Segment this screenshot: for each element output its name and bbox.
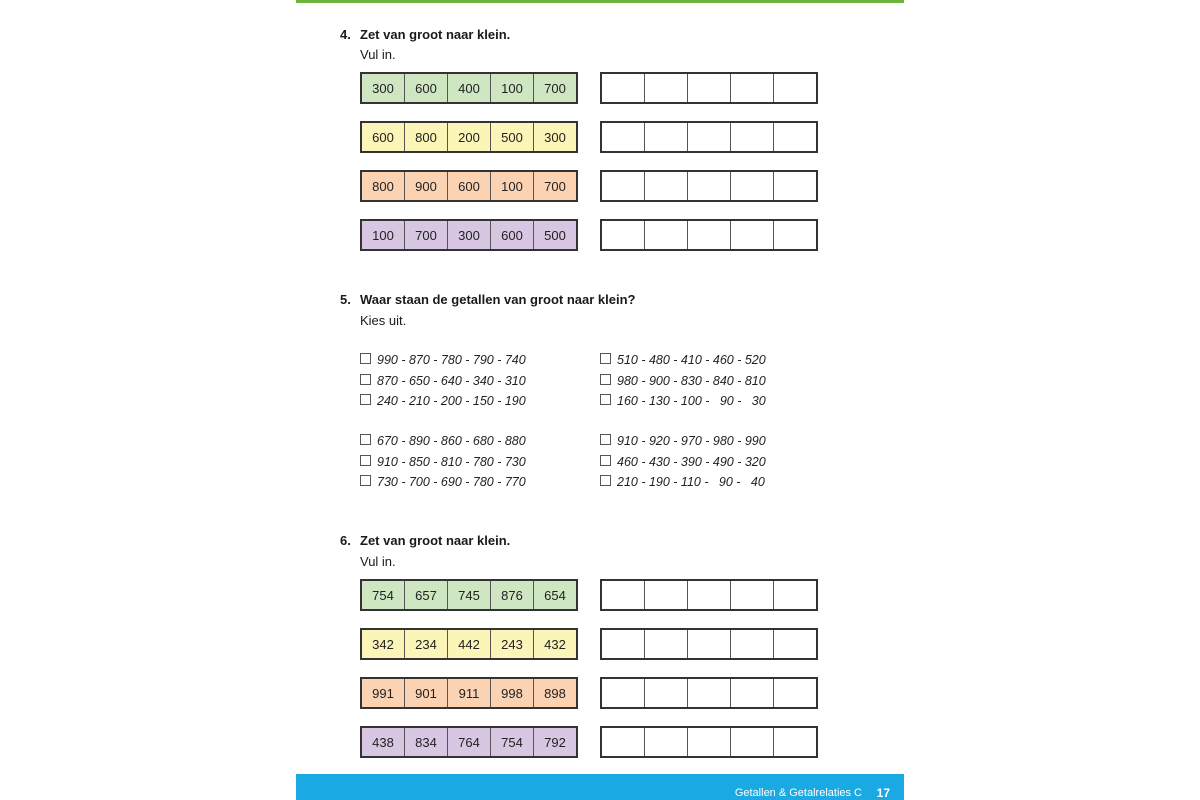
number-cell: 500 — [491, 123, 534, 151]
answer-cell[interactable] — [774, 630, 816, 658]
checkbox[interactable] — [360, 353, 371, 364]
answer-cell[interactable] — [645, 123, 688, 151]
number-cell: 654 — [544, 587, 566, 603]
choice-option[interactable] — [600, 352, 766, 368]
q5-title — [340, 292, 635, 307]
checkbox[interactable] — [360, 394, 371, 405]
answer-cell[interactable] — [774, 728, 816, 756]
number-cell: 600 — [362, 123, 405, 151]
answer-cell[interactable] — [774, 172, 816, 200]
q6-title — [340, 533, 510, 548]
answer-cell[interactable] — [731, 728, 774, 756]
answer-cell[interactable] — [688, 172, 731, 200]
number-cell: 442 — [448, 630, 491, 658]
answer-cell[interactable] — [774, 221, 816, 249]
answer-row[interactable] — [600, 579, 818, 611]
choice-option[interactable] — [600, 454, 766, 470]
q6-title-text: Zet van groot naar klein. — [360, 533, 511, 548]
q4-title-text: Zet van groot naar klein. — [360, 27, 511, 42]
q4-instruction: Vul in. — [360, 47, 396, 62]
choice-label: 240 - 210 - 200 - 150 - 190 — [377, 394, 526, 408]
number-cell: 998 — [491, 679, 534, 707]
number-cell: 911 — [448, 679, 491, 707]
number-cell: 700 — [544, 178, 566, 194]
q6-number: 6. — [340, 533, 351, 548]
choice-option[interactable] — [360, 454, 526, 470]
answer-cell[interactable] — [731, 630, 774, 658]
answer-cell[interactable] — [645, 630, 688, 658]
choice-label: 990 - 870 - 780 - 790 - 740 — [377, 353, 526, 367]
answer-cell[interactable] — [602, 728, 645, 756]
number-cell: 200 — [448, 123, 491, 151]
answer-cell[interactable] — [731, 172, 774, 200]
answer-cell[interactable] — [774, 74, 816, 102]
answer-cell[interactable] — [602, 630, 645, 658]
answer-row[interactable] — [600, 677, 818, 709]
checkbox[interactable] — [360, 434, 371, 445]
number-row — [360, 677, 578, 709]
number-cell: 901 — [405, 679, 448, 707]
answer-cell[interactable] — [645, 581, 688, 609]
choice-label: 910 - 850 - 810 - 780 - 730 — [377, 455, 526, 469]
choice-option[interactable] — [360, 373, 526, 389]
number-cell: 100 — [491, 172, 534, 200]
number-cell: 600 — [448, 172, 491, 200]
number-cell: 432 — [544, 636, 566, 652]
checkbox[interactable] — [360, 475, 371, 486]
choice-label: 670 - 890 - 860 - 680 - 880 — [377, 434, 526, 448]
page-number: 17 — [876, 786, 890, 800]
answer-row[interactable] — [600, 219, 818, 251]
choice-label: 870 - 650 - 640 - 340 - 310 — [377, 374, 526, 388]
number-cell: 754 — [362, 581, 405, 609]
q5-title-text: Waar staan de getallen van groot naar klein? — [360, 292, 636, 307]
answer-cell[interactable] — [688, 679, 731, 707]
worksheet-page — [296, 0, 904, 800]
number-cell: 100 — [491, 74, 534, 102]
choice-label: 910 - 920 - 970 - 980 - 990 — [617, 434, 766, 448]
number-cell: 745 — [448, 581, 491, 609]
answer-cell[interactable] — [602, 679, 645, 707]
answer-cell[interactable] — [688, 728, 731, 756]
number-cell: 400 — [448, 74, 491, 102]
number-row — [360, 121, 578, 153]
choice-option[interactable] — [360, 352, 526, 368]
answer-cell[interactable] — [688, 221, 731, 249]
q6-instruction: Vul in. — [360, 554, 396, 569]
number-row — [360, 72, 578, 104]
number-cell: 342 — [362, 630, 405, 658]
number-cell: 800 — [405, 123, 448, 151]
number-cell: 991 — [362, 679, 405, 707]
number-cell: 834 — [405, 728, 448, 756]
number-cell: 100 — [362, 221, 405, 249]
choice-label: 980 - 900 - 830 - 840 - 810 — [617, 374, 766, 388]
number-cell: 764 — [448, 728, 491, 756]
number-row — [360, 579, 578, 611]
number-cell: 754 — [491, 728, 534, 756]
checkbox[interactable] — [360, 455, 371, 466]
number-cell: 600 — [491, 221, 534, 249]
number-cell: 438 — [362, 728, 405, 756]
choice-option[interactable] — [600, 393, 766, 409]
answer-cell[interactable] — [731, 74, 774, 102]
answer-cell[interactable] — [645, 172, 688, 200]
number-cell: 898 — [544, 685, 566, 701]
choice-label: 510 - 480 - 410 - 460 - 520 — [617, 353, 766, 367]
answer-cell[interactable] — [602, 123, 645, 151]
checkbox[interactable] — [600, 455, 611, 466]
choice-label: 160 - 130 - 100 - 90 - 30 — [617, 394, 766, 408]
choice-option[interactable] — [600, 373, 766, 389]
number-cell: 800 — [362, 172, 405, 200]
checkbox[interactable] — [600, 434, 611, 445]
choice-label: 730 - 700 - 690 - 780 - 770 — [377, 475, 526, 489]
answer-row[interactable] — [600, 726, 818, 758]
q5-number: 5. — [340, 292, 351, 307]
choice-option[interactable] — [600, 474, 765, 490]
number-cell: 243 — [491, 630, 534, 658]
number-row — [360, 219, 578, 251]
answer-cell[interactable] — [688, 630, 731, 658]
answer-cell[interactable] — [645, 728, 688, 756]
number-cell: 500 — [544, 227, 566, 243]
answer-cell[interactable] — [688, 123, 731, 151]
checkbox[interactable] — [600, 353, 611, 364]
choice-label: 460 - 430 - 390 - 490 - 320 — [617, 455, 766, 469]
choice-option[interactable] — [360, 393, 526, 409]
answer-cell[interactable] — [731, 221, 774, 249]
number-cell: 900 — [405, 172, 448, 200]
checkbox[interactable] — [600, 475, 611, 486]
choice-option[interactable] — [360, 474, 526, 490]
answer-row[interactable] — [600, 72, 818, 104]
checkbox[interactable] — [360, 374, 371, 385]
answer-cell[interactable] — [774, 679, 816, 707]
number-cell: 792 — [544, 734, 566, 750]
number-row — [360, 726, 578, 758]
answer-cell[interactable] — [602, 221, 645, 249]
number-row — [360, 170, 578, 202]
choice-option[interactable] — [360, 433, 526, 449]
answer-cell[interactable] — [602, 581, 645, 609]
answer-cell[interactable] — [645, 221, 688, 249]
number-cell: 876 — [491, 581, 534, 609]
q4-title — [340, 27, 510, 42]
number-cell: 300 — [544, 129, 566, 145]
number-row — [360, 628, 578, 660]
number-cell: 600 — [405, 74, 448, 102]
choice-label: 210 - 190 - 110 - 90 - 40 — [617, 475, 765, 489]
answer-cell[interactable] — [731, 581, 774, 609]
answer-cell[interactable] — [645, 74, 688, 102]
footer-title: Getallen & Getalrelaties C — [734, 787, 862, 799]
answer-row[interactable] — [600, 170, 818, 202]
checkbox[interactable] — [600, 394, 611, 405]
number-cell: 700 — [405, 221, 448, 249]
choice-option[interactable] — [600, 433, 766, 449]
q4-number: 4. — [340, 27, 351, 42]
number-cell: 700 — [544, 80, 566, 96]
answer-cell[interactable] — [731, 679, 774, 707]
footer-bar — [296, 774, 904, 800]
answer-cell[interactable] — [602, 74, 645, 102]
top-color-bar — [296, 0, 904, 3]
q5-instruction: Kies uit. — [360, 313, 407, 328]
answer-cell[interactable] — [731, 123, 774, 151]
answer-cell[interactable] — [774, 581, 816, 609]
answer-cell[interactable] — [688, 74, 731, 102]
answer-row[interactable] — [600, 121, 818, 153]
answer-cell[interactable] — [774, 123, 816, 151]
number-cell: 300 — [362, 74, 405, 102]
answer-row[interactable] — [600, 628, 818, 660]
answer-cell[interactable] — [688, 581, 731, 609]
number-cell: 657 — [405, 581, 448, 609]
answer-cell[interactable] — [602, 172, 645, 200]
number-cell: 234 — [405, 630, 448, 658]
number-cell: 300 — [448, 221, 491, 249]
checkbox[interactable] — [600, 374, 611, 385]
answer-cell[interactable] — [645, 679, 688, 707]
